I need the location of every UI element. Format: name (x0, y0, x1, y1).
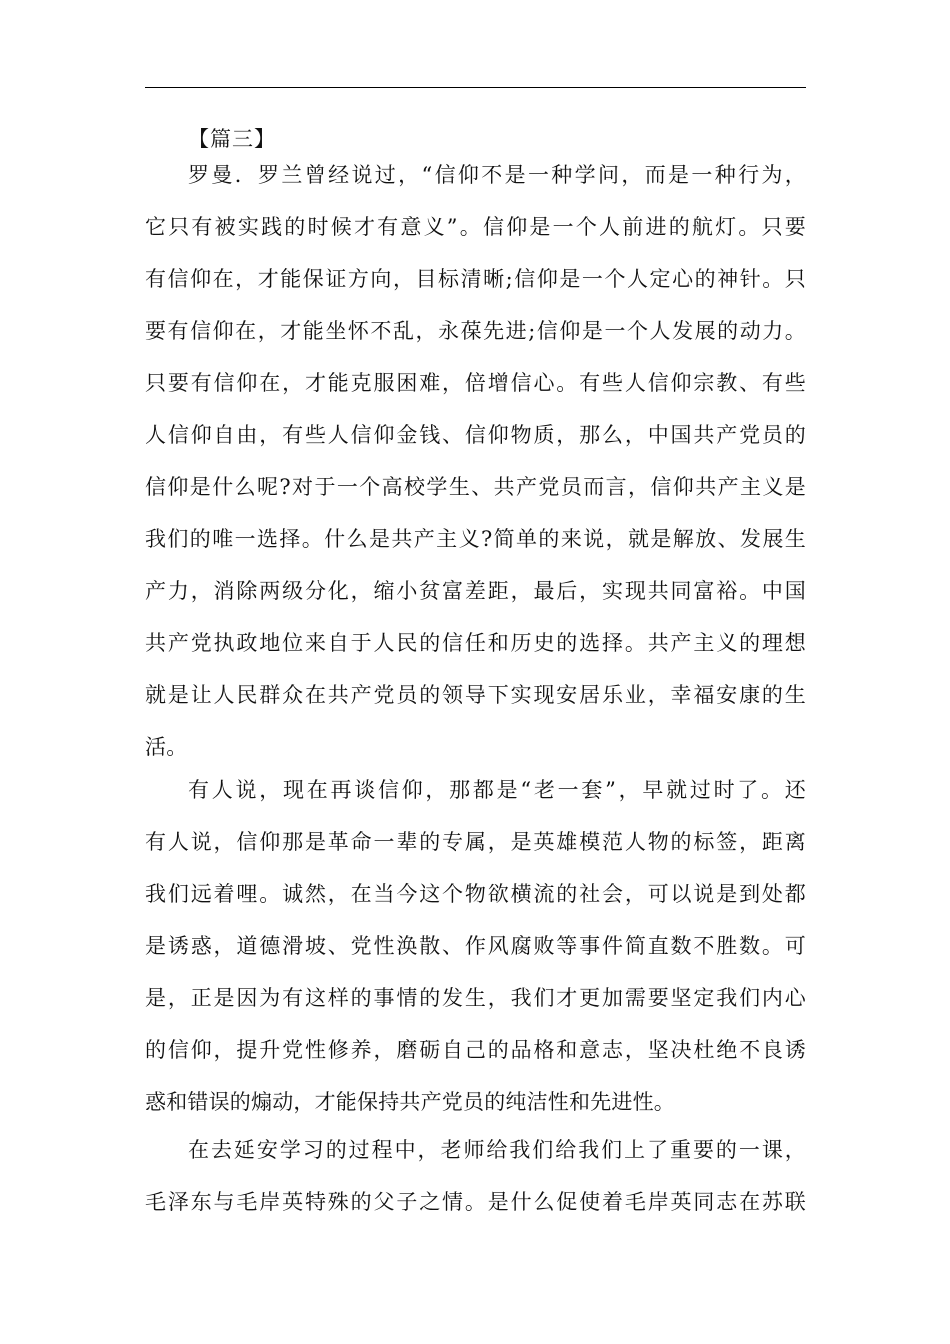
section-heading: 【篇三】 (188, 127, 276, 151)
text-line: 人信仰自由，有些人信仰金钱、信仰物质，那么，中国共产党员的 (145, 423, 806, 447)
paragraph-1 (145, 149, 806, 773)
text-line: 在去延安学习的过程中，老师给我们给我们上了重要的一课， (188, 1138, 806, 1162)
paragraph-3 (145, 1124, 806, 1228)
text-line: 毛泽东与毛岸英特殊的父子之情。是什么促使着毛岸英同志在苏联 (145, 1190, 806, 1214)
text-line: 信仰是什么呢?对于一个高校学生、共产党员而言，信仰共产主义是 (145, 475, 806, 499)
text-line: 惑和错误的煽动，才能保持共产党员的纯洁性和先进性。 (145, 1090, 675, 1114)
text-line: 要有信仰在，才能坐怀不乱，永葆先进;信仰是一个人发展的动力。 (145, 319, 806, 343)
text-line: 它只有被实践的时候才有意义”。信仰是一个人前进的航灯。只要 (145, 215, 806, 239)
text-line: 共产党执政地位来自于人民的信任和历史的选择。共产主义的理想 (145, 631, 806, 655)
text-line: 有人说，现在再谈信仰，那都是“老一套”，早就过时了。还 (188, 778, 806, 802)
text-line: 的信仰，提升党性修养，磨砺自己的品格和意志，坚决杜绝不良诱 (145, 1038, 806, 1062)
text-line: 就是让人民群众在共产党员的领导下实现安居乐业，幸福安康的生 (145, 683, 806, 707)
text-line: 是，正是因为有这样的事情的发生，我们才更加需要坚定我们内心 (145, 986, 806, 1010)
text-line: 活。 (145, 735, 188, 759)
text-line: 有人说，信仰那是革命一辈的专属，是英雄模范人物的标签，距离 (145, 830, 806, 854)
paragraph-2 (145, 764, 806, 1128)
text-line: 我们远着哩。诚然，在当今这个物欲横流的社会，可以说是到处都 (145, 882, 806, 906)
text-line: 我们的唯一选择。什么是共产主义?简单的来说，就是解放、发展生 (145, 527, 806, 551)
text-line: 有信仰在，才能保证方向，目标清晰;信仰是一个人定心的神针。只 (145, 267, 806, 291)
text-line: 罗曼．罗兰曾经说过，“信仰不是一种学问，而是一种行为， (188, 163, 806, 187)
text-line: 只要有信仰在，才能克服困难，倍增信心。有些人信仰宗教、有些 (145, 371, 806, 395)
text-line: 是诱惑，道德滑坡、党性涣散、作风腐败等事件简直数不胜数。可 (145, 934, 806, 958)
header-rule (145, 87, 806, 88)
text-line: 产力，消除两级分化，缩小贫富差距，最后，实现共同富裕。中国 (145, 579, 806, 603)
